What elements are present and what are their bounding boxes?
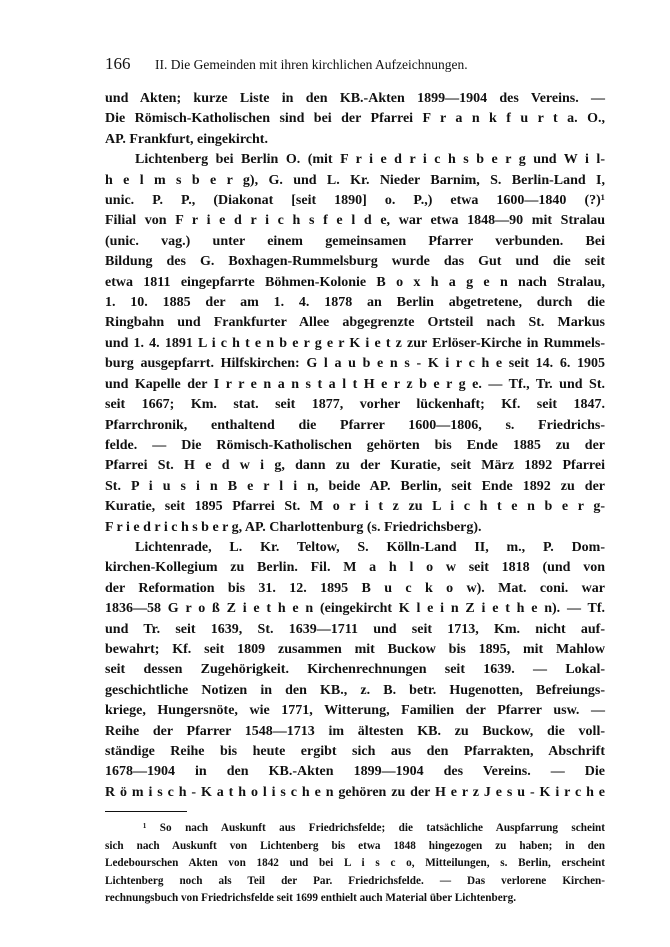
text-line: 1. 10. 1885 der am 1. 4. 1878 an Berlin abgetretene, durch die: [105, 295, 605, 311]
entry-heading-lichtenberg: Lichtenberg: [135, 152, 209, 168]
footnote: [105, 820, 605, 908]
text-line: kirchen-Kollegium zu Berlin. Fil. M a h l o w seit 1818 (und von: [105, 560, 605, 576]
text-line: etwa 1811 eingepfarrte Böhmen-Kolonie B o x h a g e n nach Stralau,: [105, 274, 605, 290]
text-line: und Tr. seit 1639, St. 1639—1711 und seit 1713, Km. nicht auf-: [105, 621, 605, 637]
text-line: Filial von F r i e d r i c h s f e l d e, war etwa 1848—90 mit Stralau: [105, 213, 605, 229]
text-line: felde. — Die Römisch-Katholischen gehörten bis Ende 1885 zu der: [105, 437, 605, 453]
footnote-line: Ledebourschen Akten von 1842 und bei L i s c o, Mitteilungen, s. Berlin, erscheint: [105, 857, 605, 870]
text-line: Pfarrchronik, enthaltend die Pfarrer 1600—1806, s. Friedrichs-: [105, 417, 605, 433]
text-line: und Kapelle der I r r e n a n s t a l t H e r z b e r g e. — Tf., Tr. und St.: [105, 376, 605, 392]
text-line: Die Römisch-Katholischen sind bei der Pfarrei F r a n k f u r t a. O.,: [105, 111, 605, 127]
text-line: Bildung des G. Boxhagen-Rummelsburg wurde das Gut und die seit: [105, 254, 605, 270]
text-line: und Akten; kurze Liste in den KB.-Akten 1899—1904 des Vereins. —: [105, 91, 605, 106]
text-line: 1836—58 G r o ß Z i e t h e n (eingekircht K l e i n Z i e t h e n). — Tf.: [105, 601, 605, 617]
text-line: St. P i u s i n B e r l i n, beide AP. Berlin, seit Ende 1892 zu der: [105, 478, 605, 494]
text-line: burg ausgepfarrt. Hilfskirchen: G l a u b e n s - K i r c h e seit 14. 6. 1905: [105, 356, 605, 372]
text-line: [105, 150, 605, 170]
text-line: Reihe der Pfarrer 1548—1713 im ältesten KB. zu Buckow, die voll-: [105, 723, 605, 739]
entry-heading-lichtenrade: Lichtenrade,: [135, 539, 212, 555]
text-line: ständige Reihe bis heute ergibt sich aus den Pfarrakten, Abschrift: [105, 744, 605, 759]
text-line: h e l m s b e r g), G. und L. Kr. Nieder Barnim, S. Berlin-Land I,: [105, 172, 605, 188]
text-line: 1678—1904 in den KB.-Akten 1899—1904 des Vereins. — Die: [105, 764, 605, 780]
text-line: Pfarrei St. H e d w i g, dann zu der Kuratie, seit März 1892 Pfarrei: [105, 458, 605, 474]
text-line: seit dessen Zugehörigkeit. Kirchenrechnungen seit 1639. — Lokal-: [105, 662, 605, 678]
page-number: 166: [105, 54, 131, 73]
text-line: geschichtliche Notizen in den KB., z. B. betr. Hugenotten, Befreiungs-: [105, 682, 605, 698]
footnote-line: ¹ So nach Auskunft aus Friedrichsfelde; die tatsächliche Auspfarrung scheint: [143, 822, 605, 835]
text-line: der Reformation bis 31. 12. 1895 B u c k o w). Mat. coni. war: [105, 580, 605, 596]
footnote-line: sich nach Auskunft von Lichtenberg bis etwa 1848 hingezogen zu haben; in den: [105, 839, 605, 852]
footnote-divider: [105, 811, 187, 812]
text-line: Kuratie, seit 1895 Pfarrei St. M o r i t z zu L i c h t e n b e r g-: [105, 499, 605, 515]
text-line-rest: bei Berlin O. (mit F r i e d r i c h s b e r g und W i l-: [215, 152, 605, 168]
text-line-rest: L. Kr. Teltow, S. Kölln-Land II, m., P. Dom-: [229, 539, 605, 555]
text-line: Ringbahn und Frankfurter Allee abgegrenzte Ortsteil nach St. Markus: [105, 315, 605, 331]
text-line: R ö m i s c h - K a t h o l i s c h e n gehören zu der H e r z J e s u - K i r c h e: [105, 784, 605, 800]
body-text: [105, 89, 605, 803]
page-header: [105, 54, 605, 78]
running-title: II. Die Gemeinden mit ihren kirchlichen Aufzeichnungen.: [155, 57, 468, 72]
text-line: (unic. vag.) unter einem gemeinsamen Pfarrer verbunden. Bei: [105, 233, 605, 249]
text-line: und 1. 4. 1891 L i c h t e n b e r g e r K i e t z zur Erlöser-Kirche in Rummels-: [105, 335, 605, 351]
text-line: kriege, Hungersnöte, wie 1771, Witterung, Familien der Pfarrer usw. —: [105, 703, 605, 719]
text-line: F r i e d r i c h s b e r g, AP. Charlottenburg (s. Friedrichsberg).: [105, 519, 482, 535]
text-line: AP. Frankfurt, eingekircht.: [105, 131, 268, 147]
text-line: unic. P. P., (Diakonat [seit 1890] o. P.,) etwa 1600—1840 (?)¹: [105, 193, 605, 209]
footnote-line: rechnungsbuch von Friedrichsfelde seit 1699 enthielt auch Material über Lichtenberg.: [105, 892, 517, 905]
text-line: seit 1667; Km. stat. seit 1877, vorher lückenhaft; Kf. seit 1847.: [105, 397, 605, 413]
text-line: bewahrt; Kf. seit 1809 zusammen mit Buckow bis 1895, mit Mahlow: [105, 641, 605, 657]
footnote-line: Lichtenberg noch als Teil der Par. Friedrichsfelde. — Das verlorene Kirchen-: [105, 874, 605, 887]
text-line: [105, 538, 605, 558]
